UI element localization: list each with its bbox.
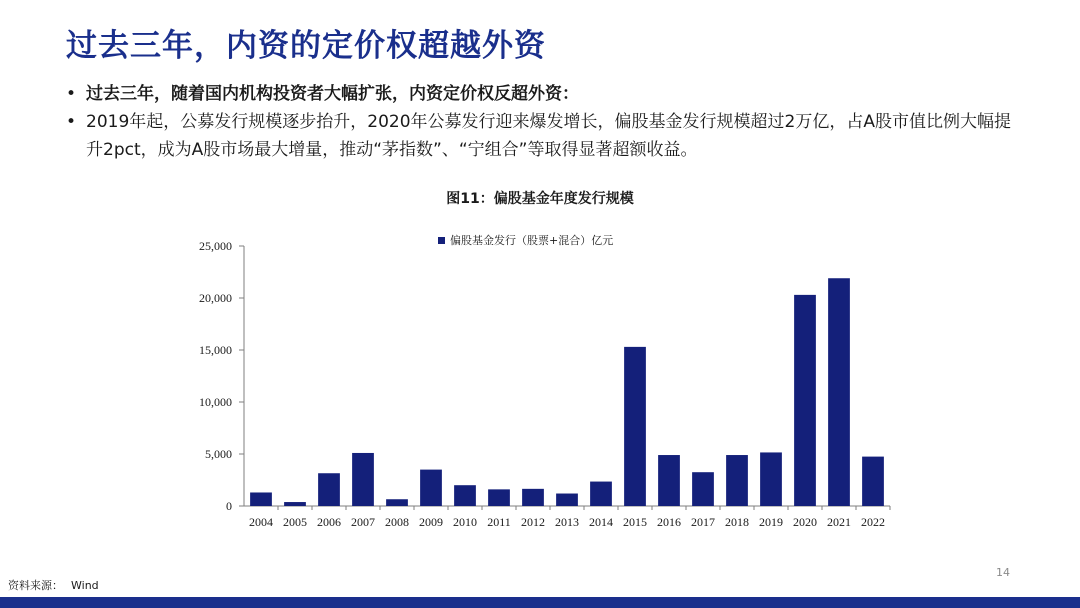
y-tick-label: 10,000 (199, 395, 232, 409)
x-tick-label: 2006 (317, 515, 341, 529)
bar (862, 457, 884, 506)
source-label: 资料来源： (8, 579, 63, 592)
bar (556, 494, 578, 506)
x-tick-label: 2009 (419, 515, 443, 529)
x-tick-label: 2010 (453, 515, 477, 529)
source-value: Wind (71, 579, 99, 592)
x-tick-label: 2022 (861, 515, 885, 529)
bar (488, 489, 510, 506)
bar (658, 455, 680, 506)
x-tick-label: 2019 (759, 515, 783, 529)
x-tick-label: 2013 (555, 515, 579, 529)
source-note (8, 577, 99, 593)
x-tick-label: 2012 (521, 515, 545, 529)
bullet-marker: • (66, 112, 77, 132)
figure-title: 图11：偏股基金年度发行规模 (446, 191, 634, 207)
x-tick-label: 2005 (283, 515, 307, 529)
bar (250, 492, 272, 506)
x-tick-label: 2021 (827, 515, 851, 529)
x-tick-label: 2017 (691, 515, 715, 529)
bullet-item (62, 80, 1022, 108)
bar (420, 470, 442, 506)
y-tick-label: 25,000 (199, 239, 232, 253)
footer-bar (0, 597, 1080, 608)
bar (522, 489, 544, 506)
x-tick-label: 2008 (385, 515, 409, 529)
bar-chart (0, 228, 1080, 548)
bullet-text: 2019年起，公募发行规模逐步抬升，2020年公募发行迎来爆发增长，偏股基金发行规模超过2万亿，占A股市值比例大幅提升2pct，成为A股市场最大增量，推动“茅指数”、“宁组合”等取得显著超额收益。 (86, 112, 1011, 160)
x-tick-label: 2018 (725, 515, 749, 529)
bar (590, 482, 612, 506)
slide-title: 过去三年，内资的定价权超越外资 (66, 28, 546, 64)
legend-label: 偏股基金发行（股票+混合）亿元 (450, 234, 614, 247)
bullet-list (62, 80, 1022, 164)
y-tick-label: 0 (226, 499, 232, 513)
legend-swatch (438, 237, 445, 244)
y-tick-label: 20,000 (199, 291, 232, 305)
bar (284, 502, 306, 506)
bar (454, 485, 476, 506)
bullet-text: 过去三年，随着国内机构投资者大幅扩张，内资定价权反超外资： (86, 84, 579, 104)
bar (386, 499, 408, 506)
bar (352, 453, 374, 506)
page-number: 14 (996, 566, 1010, 579)
x-tick-label: 2014 (589, 515, 613, 529)
x-tick-label: 2015 (623, 515, 647, 529)
x-tick-label: 2016 (657, 515, 681, 529)
x-tick-label: 2011 (487, 515, 511, 529)
x-tick-label: 2004 (249, 515, 273, 529)
bullet-marker: • (66, 84, 77, 104)
x-tick-label: 2020 (793, 515, 817, 529)
bar (624, 347, 646, 506)
y-tick-label: 5,000 (205, 447, 232, 461)
bar (828, 278, 850, 506)
bar (726, 455, 748, 506)
bar (760, 452, 782, 506)
y-tick-label: 15,000 (199, 343, 232, 357)
bar (318, 473, 340, 506)
x-tick-label: 2007 (351, 515, 375, 529)
bullet-item (62, 108, 1022, 164)
bar (692, 472, 714, 506)
bar (794, 295, 816, 506)
